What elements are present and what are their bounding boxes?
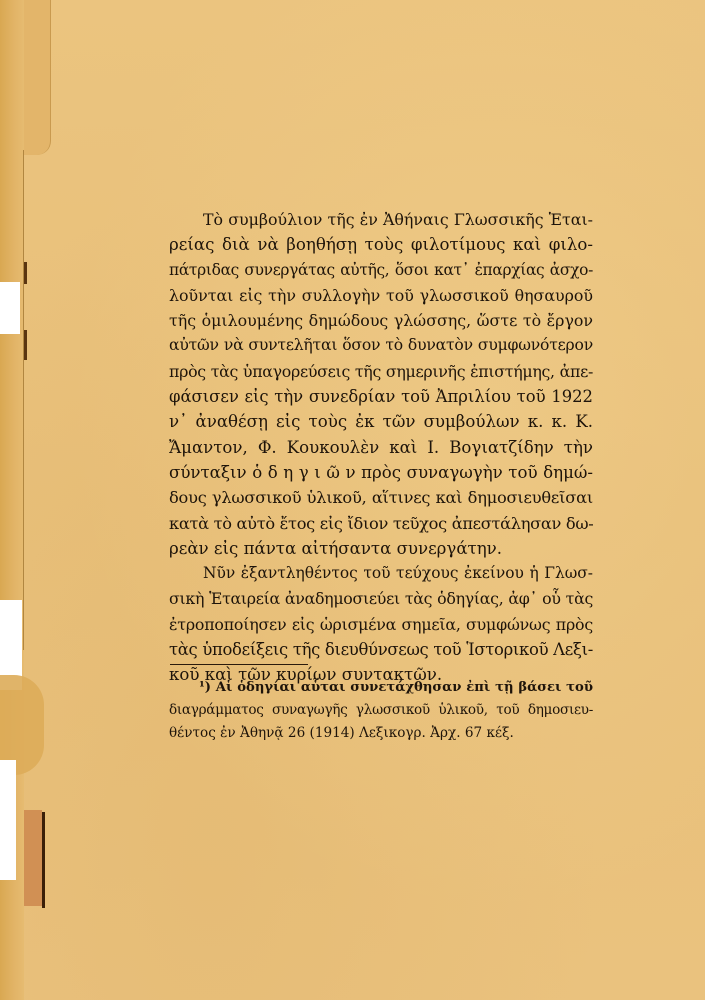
rust-stain: [24, 810, 42, 906]
footnote: [169, 676, 593, 745]
torn-edge-mark: [24, 262, 27, 284]
text-line: κοῦ καὶ τῶν κυρίων συντακτῶν.: [169, 665, 443, 685]
text-line: ρείας διὰ νὰ βοηθήσῃ τοὺς φιλοτίμους καὶ φιλο-: [169, 235, 593, 255]
staple: [42, 812, 45, 908]
text-line: σύνταξιν ὁ δ η γ ι ῶ ν πρὸς συναγωγὴν τοῦ δημώ-: [169, 462, 593, 482]
paragraph-1: [169, 207, 593, 561]
text-line: τῆς ὁμιλουμένης δημώδους γλώσσης, ὥστε τὸ ἔργον: [169, 311, 593, 331]
text-line: πρὸς τὰς ὑπαγορεύσεις τῆς σημερινῆς ἐπιστήμης, ἀπε-: [169, 361, 593, 381]
text-line: Ἄμαντον, Φ. Κουκουλὲν καὶ Ι. Βογιατζίδην τὴν: [169, 437, 593, 457]
text-line: ν᾿ ἀναθέσῃ εἰς τοὺς ἐκ τῶν συμβούλων κ. κ. Κ.: [169, 412, 593, 432]
text-line: πάτριδας συνεργάτας αὐτῆς, ὅσοι κατ᾿ ἐπαρχίας ἀσχο-: [169, 260, 593, 279]
text-line: Τὸ συμβούλιον τῆς ἐν Ἀθήναις Γλωσσικῆς Ἑται-: [203, 210, 593, 229]
text-line: κατὰ τὸ αὐτὸ ἔτος εἰς ἴδιον τεῦχος ἀπεστάλησαν δω-: [169, 513, 594, 533]
torn-hole: [0, 760, 16, 880]
spine-crease: [23, 150, 24, 650]
text-line: ρεὰν εἰς πάντα αἰτήσαντα συνεργάτην.: [169, 538, 503, 558]
text-line: τὰς ὑποδείξεις τῆς διευθύνσεως τοῦ Ἱστορικοῦ Λεξι-: [169, 640, 593, 660]
torn-edge-mark: [24, 330, 27, 360]
text-line: λοῦνται εἰς τὴν συλλογὴν τοῦ γλωσσικοῦ θησαυροῦ: [169, 285, 593, 305]
paragraph-2: [169, 561, 593, 687]
footnote-line: διαγράμματος συναγωγῆς γλωσσικοῦ ὑλικοῦ, τοῦ δημοσιευ-: [169, 702, 593, 718]
body-text: [169, 207, 593, 688]
footnote-line: θέντος ἐν Ἀθηνᾷ 26 (1914) Λεξικογρ. Ἀρχ. 67 κέξ.: [169, 725, 514, 741]
text-line: σικὴ Ἑταιρεία ἀναδημοσιεύει τὰς ὁδηγίας, ἀφ᾿ οὗ τὰς: [169, 589, 593, 609]
text-line: αὐτῶν νὰ συντελῆται ὅσον τὸ δυνατὸν συμφωνότερον: [169, 336, 593, 355]
text-line: Νῦν ἐξαντληθέντος τοῦ τεύχους ἐκείνου ἡ Γλωσ-: [203, 564, 593, 583]
text-line: ἐτροποποίησεν εἰς ὡρισμένα σημεῖα, συμφώνως πρὸς: [169, 614, 593, 634]
footnote-rule: [170, 664, 308, 665]
text-line: δους γλωσσικοῦ ὑλικοῦ, αἵτινες καὶ δημοσιευθεῖσαι: [169, 488, 593, 508]
folded-paper-flap: [24, 0, 51, 155]
torn-hole: [0, 282, 20, 334]
footnote-line: ¹) Αἱ ὁδηγίαι αὗται συνετάχθησαν ἐπὶ τῇ βάσει τοῦ: [199, 680, 593, 695]
text-line: φάσισεν εἰς τὴν συνεδρίαν τοῦ Ἀπριλίου τοῦ 1922: [169, 387, 593, 407]
